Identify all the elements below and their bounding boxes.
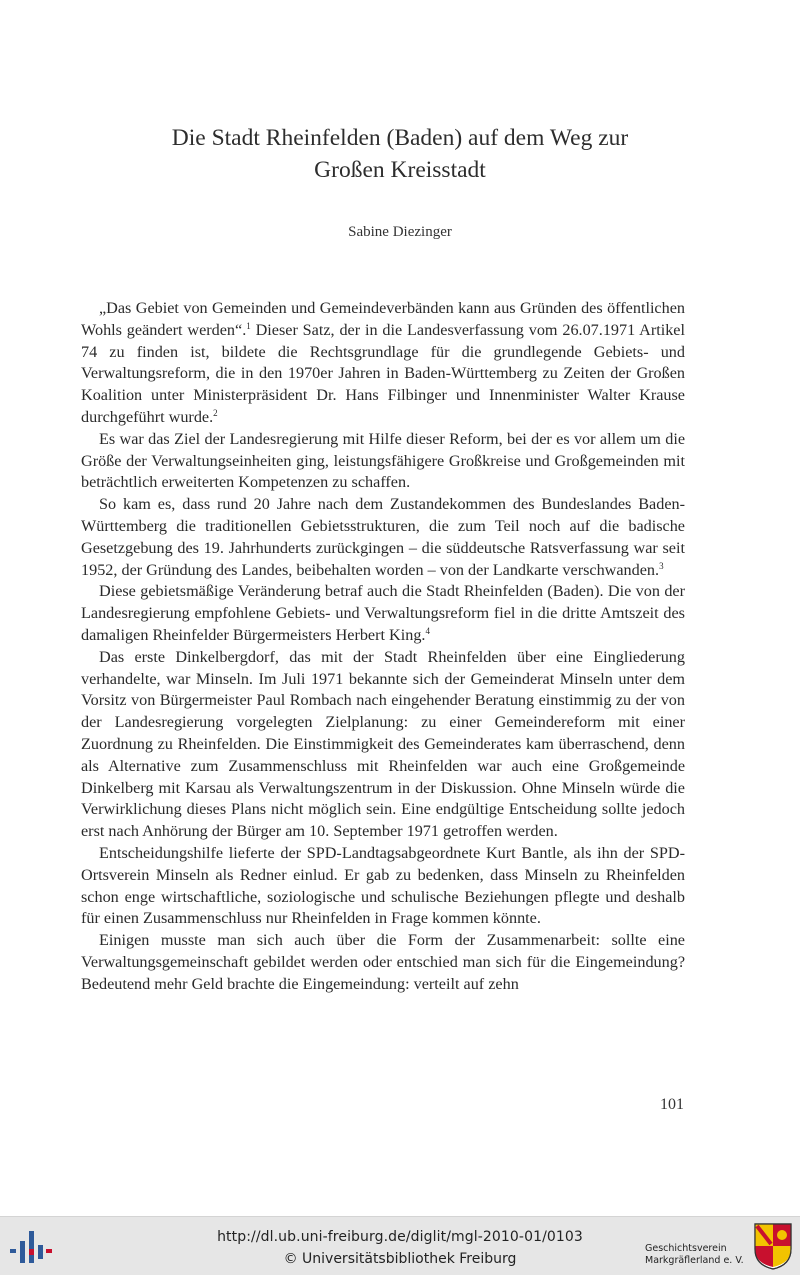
footnote-marker[interactable]: 4 [425, 625, 430, 636]
title-line-2: Großen Kreisstadt [314, 157, 486, 183]
author-name: Sabine Diezinger [348, 224, 452, 240]
paragraph-2: Es war das Ziel der Landesregierung mit Hilfe dieser Reform, bei der es vor allem um die Größe der Verwaltungseinheiten ging, leistungsfähigere Großkreise und Großgemeinden mit beträchtlich erweiterten Kompetenzen zu schaffen. [81, 429, 685, 492]
footnote-marker[interactable]: 2 [213, 407, 218, 418]
paragraph-3: So kam es, dass rund 20 Jahre nach dem Zustandekommen des Bundeslandes Baden-Württemberg die traditionellen Gebietsstrukturen, die zum Teil noch auf die badische Gesetzgebung des 19. Jahrhunderts zurückgingen – die süddeutsche Ratsverfassung war seit 1952, der Gründung des Landes, beibehalten worden – von der Landkarte verschwanden.$^3$ [81, 495, 685, 579]
title-line-1: Die Stadt Rheinfelden (Baden) auf dem Weg zur [171, 125, 629, 151]
paragraph-7: Einigen musste man sich auch über die Form der Zusammenarbeit: sollte eine Verwaltungsgemeinschaft gebildet werden oder entschied man sich für die Eingemeindung? Bedeutend mehr Geld brachte die Eingemeindung: verteilt auf zehn [81, 931, 685, 993]
article-title [0, 122, 800, 186]
viewer-footer [0, 1216, 800, 1275]
ub-freiburg-logo-icon[interactable] [8, 1227, 54, 1267]
footnote-marker[interactable]: 1 [246, 320, 251, 331]
paragraph-1: „Das Gebiet von Gemeinden und Gemeindeverbänden kann aus Gründen des öffentlichen Wohls geändert werden“.$^1$ Dieser Satz, der in die Landesverfassung vom 26.07.1971 Artikel 74 zu finden ist, bildete die Rechtsgrundlage für die grundlegende Gebiets- und Verwaltungsreform, die in den 1970er Jahren in Baden-Württemberg zu Zeiten der Großen Koalition unter Ministerpräsident Dr. Hans Filbinger und Innenminister Walter Krause durchgeführt wurde.$^2$ [81, 299, 685, 426]
article-body [81, 298, 685, 996]
page-number: 101 [660, 1096, 684, 1113]
society-name[interactable] [645, 1243, 755, 1267]
society-line-2: Markgräflerland e. V. [645, 1255, 744, 1266]
permalink-url[interactable]: http://dl.ub.uni-freiburg.de/diglit/mgl-2010-01/0103 [217, 1229, 583, 1245]
markgraeflerland-crest-icon[interactable] [752, 1221, 794, 1271]
footnote-marker[interactable]: 3 [659, 560, 664, 571]
paragraph-6: Entscheidungshilfe lieferte der SPD-Landtagsabgeordnete Kurt Bantle, als ihn der SPD-Ortsverein Minseln als Redner einlud. Er gab zu bedenken, dass Minseln zu Rheinfelden schon enge wirtschaftliche, soziologische und schulische Beziehungen pflegte und deshalb für einen Zusammenschluss nur Rheinfelden in Frage kommen könnte. [81, 843, 685, 928]
paragraph-4: Diese gebietsmäßige Veränderung betraf auch die Stadt Rheinfelden (Baden). Die von der Landesregierung empfohlene Gebiets- und Verwaltungsreform fiel in die dritte Amtszeit des damaligen Rheinfelder Bürgermeisters Herbert King.$^4$ [81, 582, 685, 644]
copyright-notice: © Universitätsbibliothek Freiburg [283, 1251, 517, 1267]
paragraph-5: Das erste Dinkelbergdorf, das mit der Stadt Rheinfelden über eine Eingliederung verhandelte, war Minseln. Im Juli 1971 bekannte sich der Gemeinderat Minseln unter dem Vorsitz von Bürgermeister Paul Rombach nach eingehender Beratung einstimmig zu der von der Landesregierung vorgelegten Zielplanung: zu einer Gemeindereform mit einer Zuordnung zu Rheinfelden. Die Einstimmigkeit des Gemeinderates kam überraschend, denn als Alternative zum Zusammenschluss mit Rheinfelden war auch eine Großgemeinde Dinkelberg mit Karsau als Verwaltungszentrum in der Diskussion. Ohne Minseln würde die Verwirklichung dieses Plans nicht möglich sein. Eine endgültige Entscheidung sollte jedoch erst nach Anhörung der Bürger am 10. September 1971 getroffen werden. [81, 647, 685, 841]
society-line-1: Geschichtsverein [645, 1243, 727, 1254]
